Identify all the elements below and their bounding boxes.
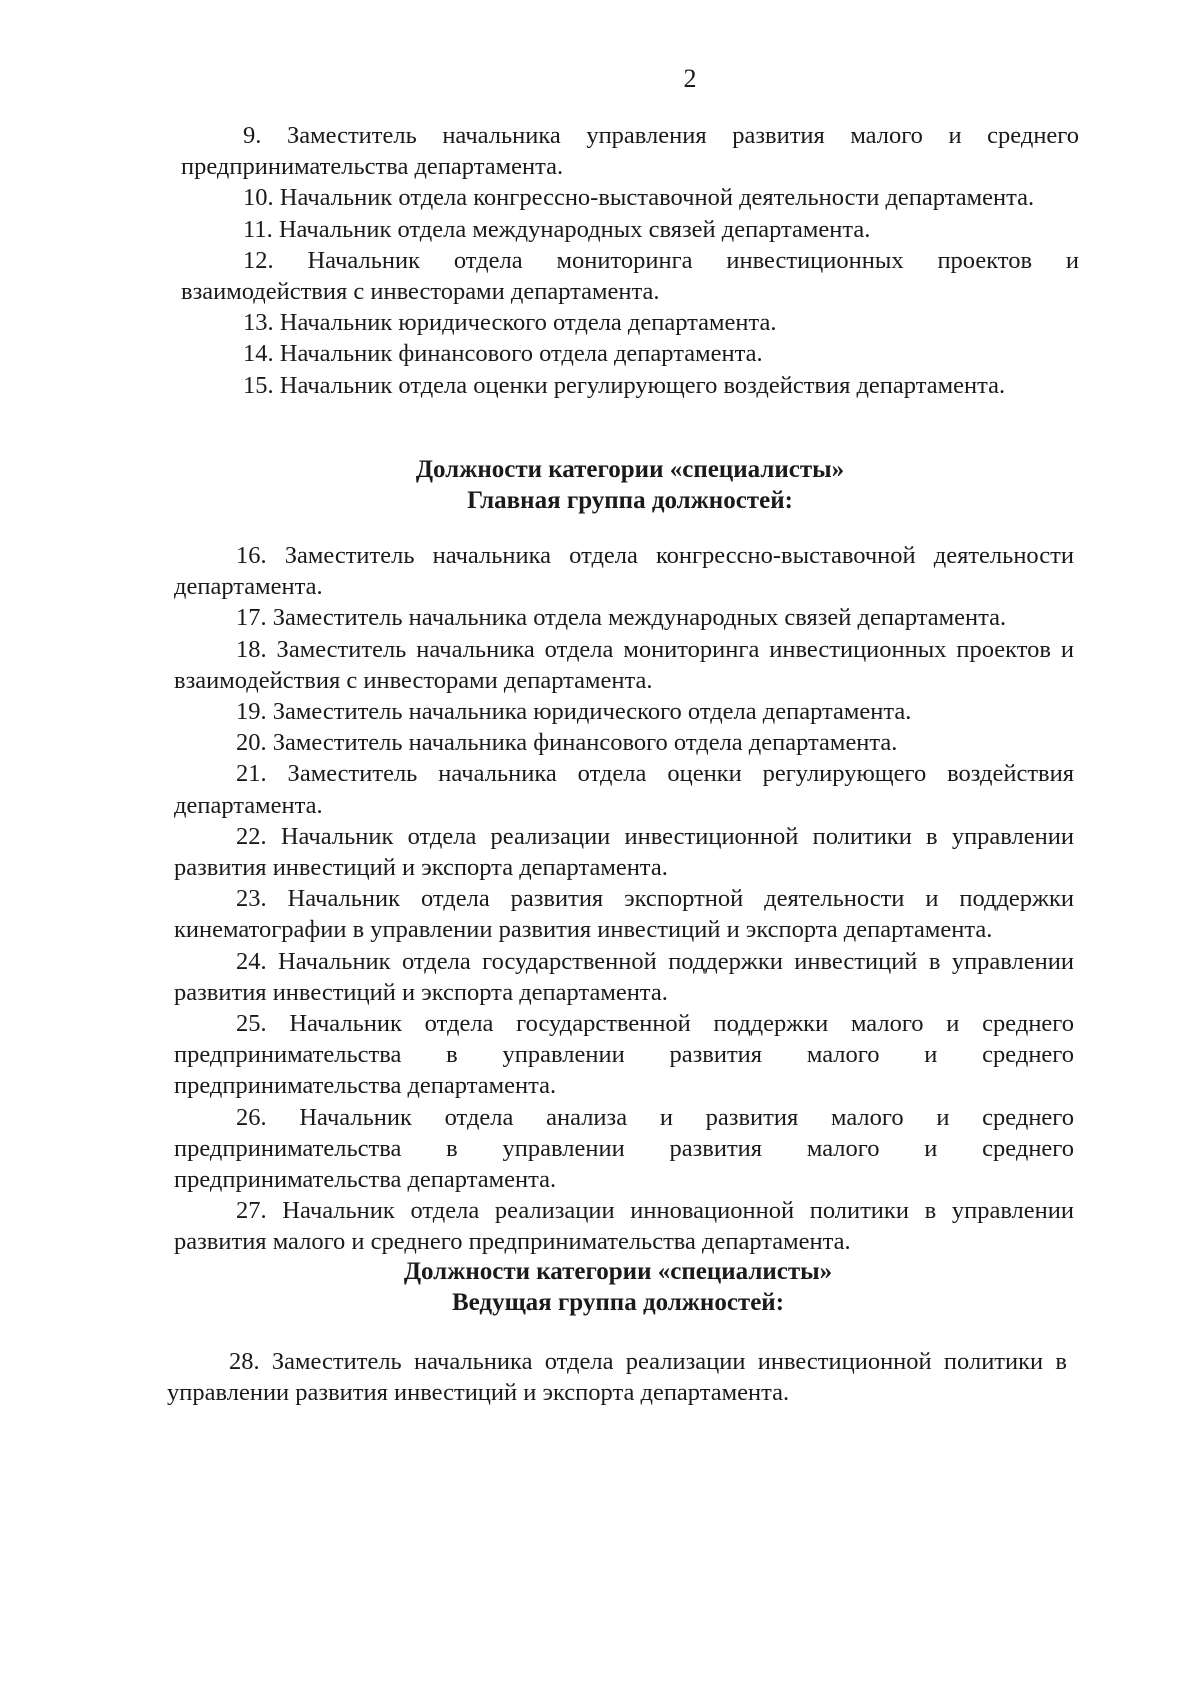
list-item: 28. Заместитель начальника отдела реализации инвестиционной политики в управлении развития инвестиций и экспорта департамента.: [167, 1348, 1067, 1407]
list-item: 11. Начальник отдела международных связей департамента.: [243, 215, 871, 243]
list-item: 21. Заместитель начальника отдела оценки регулирующего воздействия департамента.: [174, 760, 1074, 819]
list-item: 10. Начальник отдела конгрессно-выставочной деятельности департамента.: [243, 184, 1035, 212]
positions-list-heads: [181, 120, 1079, 401]
list-item: 27. Начальник отдела реализации инновационной политики в управлении развития малого и среднего предпринимательства департамента.: [174, 1197, 1074, 1256]
heading-category: Должности категории «специалисты»: [415, 456, 845, 483]
list-item: 18. Заместитель начальника отдела мониторинга инвестиционных проектов и взаимодействия с инвесторами департамента.: [174, 635, 1074, 694]
list-item: 24. Начальник отдела государственной поддержки инвестиций в управлении развития инвестиций и экспорта департамента.: [174, 947, 1074, 1006]
section-heading-leading-group: [168, 1256, 1068, 1318]
list-item: 9. Заместитель начальника управления развития малого и среднего предпринимательства департамента.: [181, 122, 1079, 181]
list-item: 23. Начальник отдела развития экспортной деятельности и поддержки кинематографии в управлении развития инвестиций и экспорта департамента.: [174, 885, 1074, 944]
positions-list-main-group: [174, 540, 1074, 1258]
list-item: 12. Начальник отдела мониторинга инвестиционных проектов и взаимодействия с инвесторами департамента.: [181, 246, 1079, 306]
list-item: 22. Начальник отдела реализации инвестиционной политики в управлении развития инвестиций и экспорта департамента.: [174, 822, 1074, 882]
list-item: 19. Заместитель начальника юридического отдела департамента.: [236, 698, 912, 726]
list-item: 26. Начальник отдела анализа и развития малого и среднего предпринимательства в управлении развития малого и среднего предпринимательства департамента.: [174, 1103, 1074, 1194]
list-item: 25. Начальник отдела государственной поддержки малого и среднего предпринимательства в управлении развития малого и среднего предпринимательства департамента.: [174, 1010, 1074, 1100]
list-item: 14. Начальник финансового отдела департамента.: [243, 340, 763, 368]
heading-category: Должности категории «специалисты»: [403, 1258, 833, 1285]
list-item: 16. Заместитель начальника отдела конгрессно-выставочной деятельности департамента.: [174, 542, 1074, 601]
heading-group: Ведущая группа должностей:: [451, 1289, 785, 1316]
list-item: 17. Заместитель начальника отдела международных связей департамента.: [236, 604, 1007, 632]
list-item: 13. Начальник юридического отдела департамента.: [243, 309, 777, 337]
list-item: 20. Заместитель начальника финансового отдела департамента.: [236, 729, 898, 757]
page-number: 2: [683, 64, 697, 93]
positions-list-leading-group: [167, 1346, 1067, 1408]
heading-group: Главная группа должностей:: [467, 487, 793, 514]
list-item: 15. Начальник отдела оценки регулирующего воздействия департамента.: [243, 371, 1006, 399]
section-heading-main-group: [180, 454, 1080, 516]
